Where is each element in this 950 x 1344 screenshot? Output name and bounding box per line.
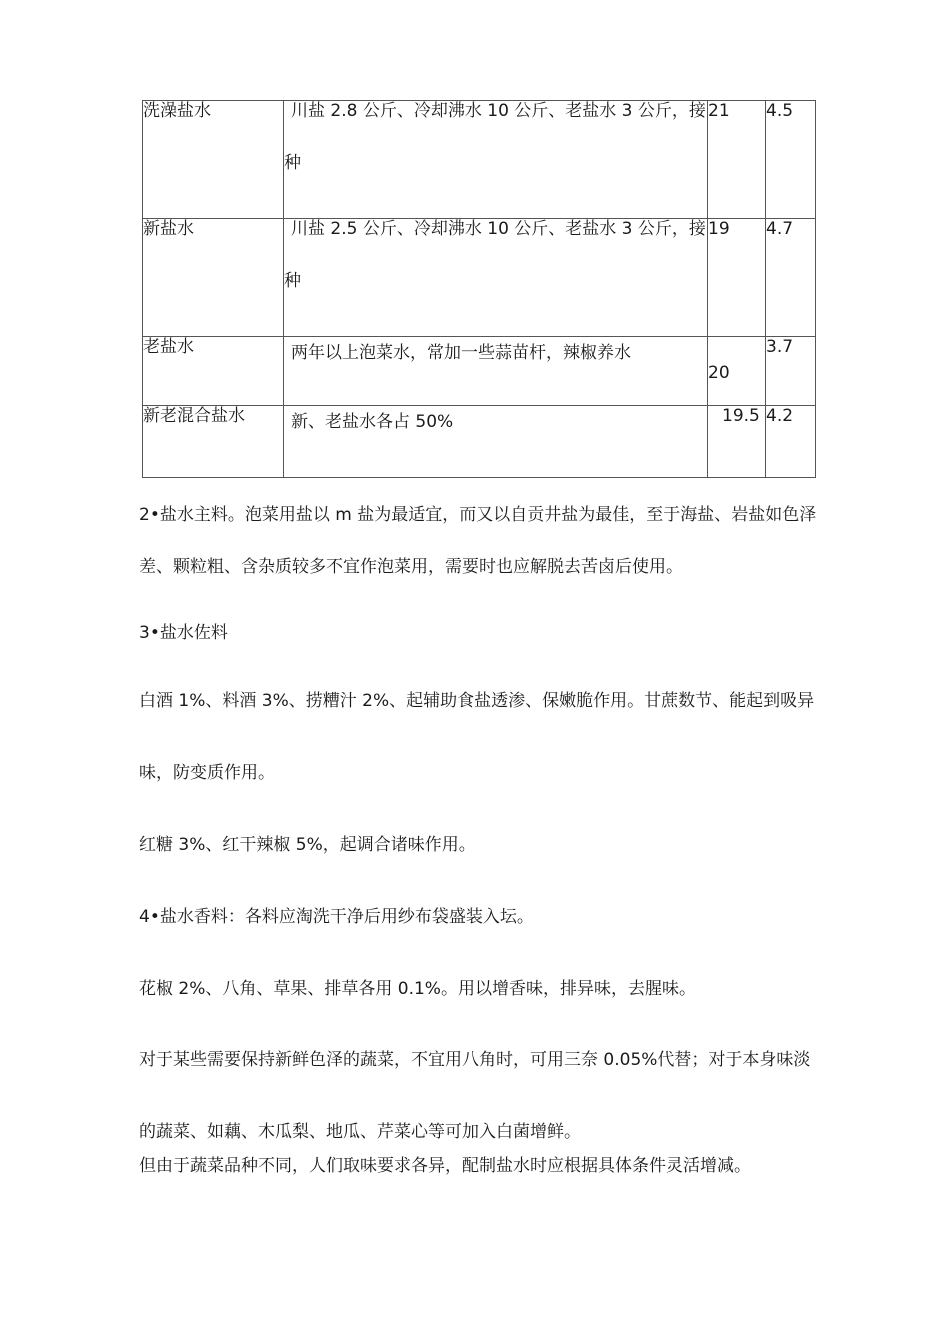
paragraph-spices-c: 但由于蔬菜品种不同，人们取味要求各异，配制盐水时应根据具体条件灵活增减。 bbox=[139, 1156, 751, 1176]
brine-recipe-cell bbox=[284, 219, 708, 337]
brine-name-cell: 新老混合盐水 bbox=[143, 406, 284, 478]
ph-cell: 4.5 bbox=[766, 101, 816, 219]
brine-recipe-cell bbox=[284, 101, 708, 219]
recipe-text: 川盐 2.8 公斤、冷却沸水 10 公斤、老盐水 3 公斤，接种 bbox=[284, 101, 706, 173]
ph-cell: 4.2 bbox=[766, 406, 816, 478]
paragraph-spices-a: 花椒 2%、八角、草果、排草各用 0.1%。用以增香味，排异味，去腥味。 bbox=[139, 979, 696, 999]
temperature-cell: 20 bbox=[708, 337, 766, 406]
ph-cell: 4.7 bbox=[766, 219, 816, 337]
table-row bbox=[143, 101, 816, 219]
brine-table bbox=[142, 100, 816, 478]
recipe-text: 新、老盐水各占 50% bbox=[291, 412, 454, 432]
heading-auxiliary-ingredients: 3•盐水佐料 bbox=[139, 623, 228, 643]
paragraph-main-ingredient: 2•盐水主料。泡菜用盐以 m 盐为最适宜，而又以自贡井盐为最佳，至于海盐、岩盐如色泽差、颗粒粗、含杂质较多不宜作泡菜用，需要时也应解脱去苦卤后使用。 bbox=[139, 505, 817, 577]
temperature-cell: 19.5 bbox=[708, 406, 766, 478]
paragraph-auxiliary-a: 白酒 1%、料酒 3%、捞糟汁 2%、起辅助食盐透渗、保嫩脆作用。甘蔗数节、能起到吸异味，防变质作用。 bbox=[139, 691, 815, 783]
table-row bbox=[143, 219, 816, 337]
ph-cell: 3.7 bbox=[766, 337, 816, 406]
brine-name-cell: 新盐水 bbox=[143, 219, 284, 337]
paragraph-spices-b: 对于某些需要保持新鲜色泽的蔬菜，不宜用八角时，可用三奈 0.05%代替；对于本身味淡的蔬菜、如藕、木瓜梨、地瓜、芹菜心等可加入白菌增鲜。 bbox=[139, 1050, 811, 1142]
brine-name-cell: 老盐水 bbox=[143, 337, 284, 406]
table-row bbox=[143, 406, 816, 478]
heading-spices: 4•盐水香料：各料应淘洗干净后用纱布袋盛装入坛。 bbox=[139, 907, 534, 927]
brine-name-cell: 洗澡盐水 bbox=[143, 101, 284, 219]
temperature-cell: 19 bbox=[708, 219, 766, 337]
recipe-text: 川盐 2.5 公斤、冷却沸水 10 公斤、老盐水 3 公斤，接种 bbox=[284, 219, 706, 291]
paragraph-auxiliary-b: 红糖 3%、红干辣椒 5%，起调合诸味作用。 bbox=[139, 835, 476, 855]
recipe-text: 两年以上泡菜水，常加一些蒜苗杆，辣椒养水 bbox=[291, 343, 631, 363]
brine-recipe-cell bbox=[284, 406, 708, 478]
temperature-cell: 21 bbox=[708, 101, 766, 219]
